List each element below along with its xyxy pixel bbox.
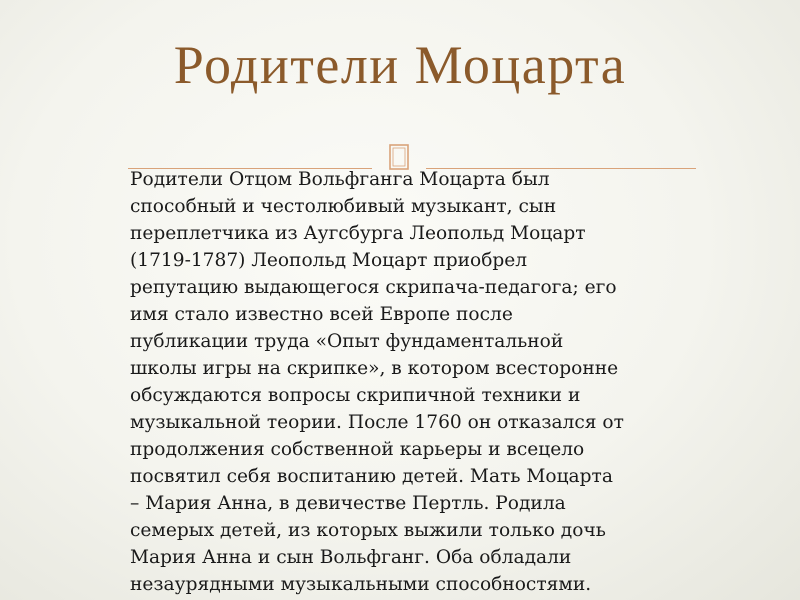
slide-title: Родители Моцарта — [173, 35, 627, 95]
slide-body-text: Родители Отцом Вольфганга Моцарта был способный и честолюбивый музыкант, сын переплетчика из Аугсбурга Леопольд Моцарт (1719-1787) Леопольд Моцарт приобрел репутацию выдающегося скрипача-педагога; его имя стало известно всей Европе после публикации труда «Опыт фундаментальной школы игры на скрипке», в котором всесторонне обсуждаются вопросы скрипичной техники и музыкальной теории. После 1760 он отказался от продолжения собственной карьеры и всецело посвятил себя воспитанию детей. Мать Моцарта – Мария Анна, в девичестве Пертль. Родила семерых детей, из которых выжили только дочь Мария Анна и сын Вольфганг. Оба обладали незаурядными музыкальными способностями. — [130, 169, 624, 595]
